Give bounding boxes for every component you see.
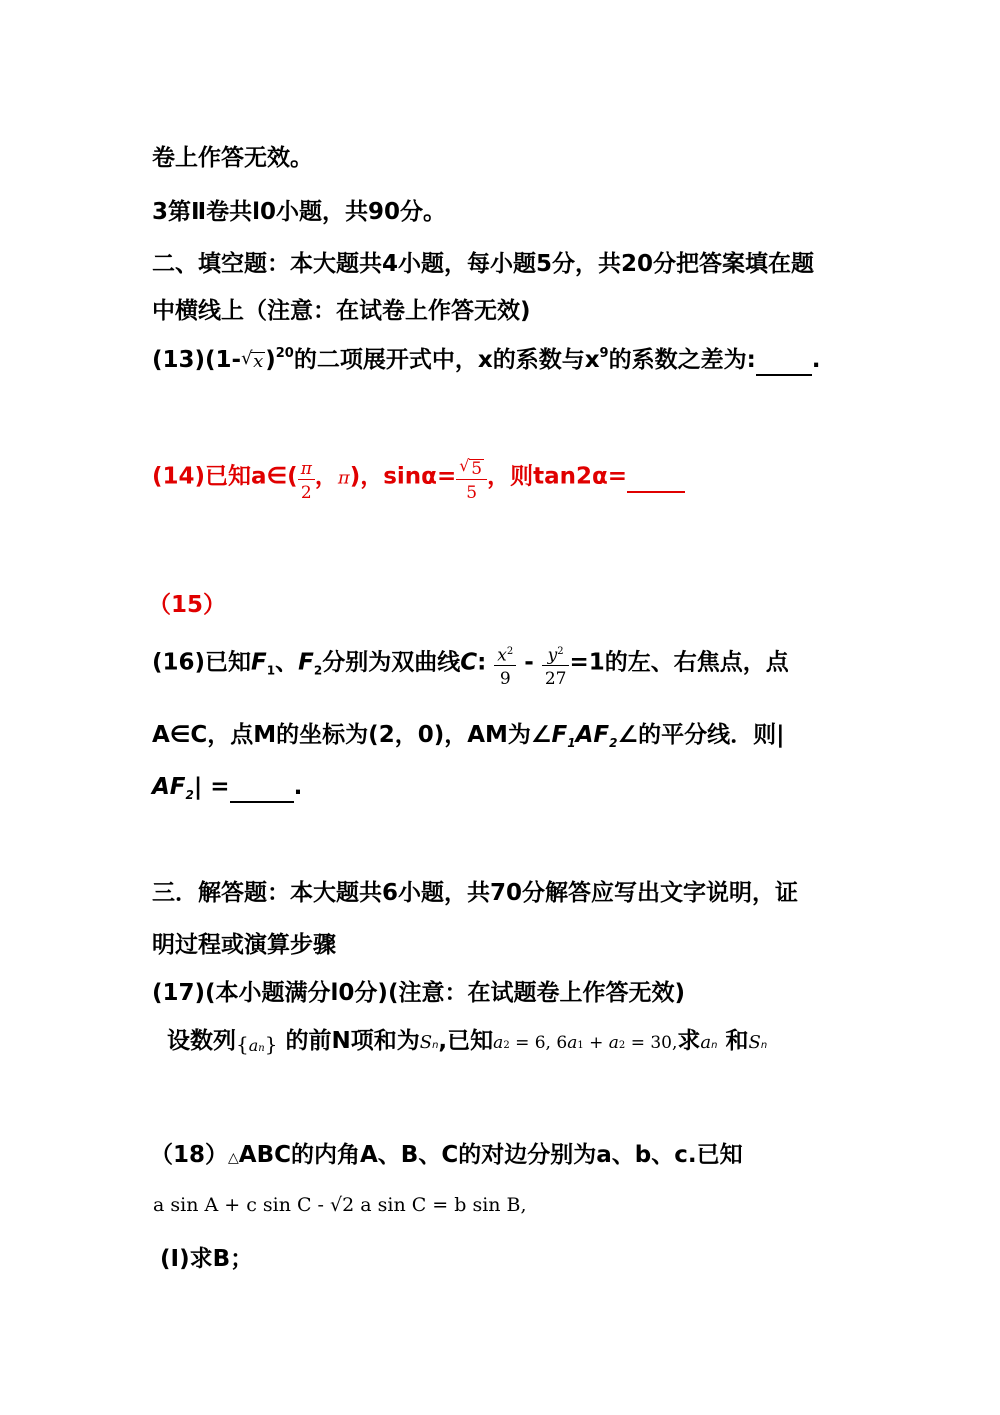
- question-18-part1: (I)求B；: [160, 1246, 254, 1272]
- fraction-sqrt5-over-5: √ 5 5: [456, 459, 487, 502]
- line-1: 卷上作答无效。: [152, 145, 313, 171]
- fraction-pi-over-2: $\frac{\pi}{2}$: [298, 460, 315, 502]
- q17-formula: a2 = 6, 6a1 + a2 = 30,: [493, 1033, 678, 1053]
- question-16-line2: A∈C，点M的坐标为(2，0)，AM为$\angle F_1AF_2\angle$的平分线．则|: [152, 722, 785, 750]
- question-16-line3: $AF_2|$ = .: [152, 774, 303, 802]
- answer-blank-14[interactable]: [627, 468, 685, 493]
- question-18-formula: a sin A + c sin C - √2 a sin C = b sin B,: [153, 1194, 527, 1216]
- question-13: (13)(1- √ x)$^{20}$的二项展开式中，x的系数与$x^9$的系数之差为: .: [152, 347, 821, 376]
- fraction-x2-over-9: $\frac{x^2}{9}$: [494, 646, 516, 689]
- fraction-y2-over-27: $\frac{y^2}{27}$: [542, 646, 570, 689]
- question-17-body: 设数列{an} 的前N项和为Sn,已知a2 = 6, 6a1 + a2 = 30,求an 和Sn: [167, 1028, 768, 1056]
- question-18: （18）△ABC的内角A、B、C的对边分别为a、b、c.已知: [150, 1142, 743, 1168]
- line-2: 3第Ⅱ卷共l0小题，共90分。: [152, 199, 447, 225]
- sequence-an: {an}: [236, 1032, 278, 1056]
- answer-blank-13[interactable]: [756, 351, 812, 376]
- sqrt-x: √ x: [241, 348, 264, 372]
- question-15: （15）: [148, 592, 227, 618]
- section-2-heading-cont: 中横线上（注意：在试卷上作答无效): [152, 298, 531, 324]
- question-16: (16)已知$F_1$、$F_2$分别为双曲线C: $\frac{x^2}{9}$ - $\frac{y^2}{27}$ =1的左、右焦点，点: [152, 645, 789, 690]
- section-2-heading: 二、填空题：本大题共4小题，每小题5分，共20分把答案填在题: [152, 251, 815, 277]
- question-14: (14)已知a∈( $\frac{\pi}{2}$ ，π)，sinα= √ 5 5 ，则tan2α=: [152, 459, 685, 502]
- answer-blank-16[interactable]: [230, 778, 294, 803]
- section-3-heading-cont: 明过程或演算步骤: [152, 932, 336, 958]
- section-3-heading: 三．解答题：本大题共6小题，共70分解答应写出文字说明，证: [152, 880, 799, 906]
- question-17-title: (17)(本小题满分l0分)(注意：在试题卷上作答无效): [152, 980, 685, 1006]
